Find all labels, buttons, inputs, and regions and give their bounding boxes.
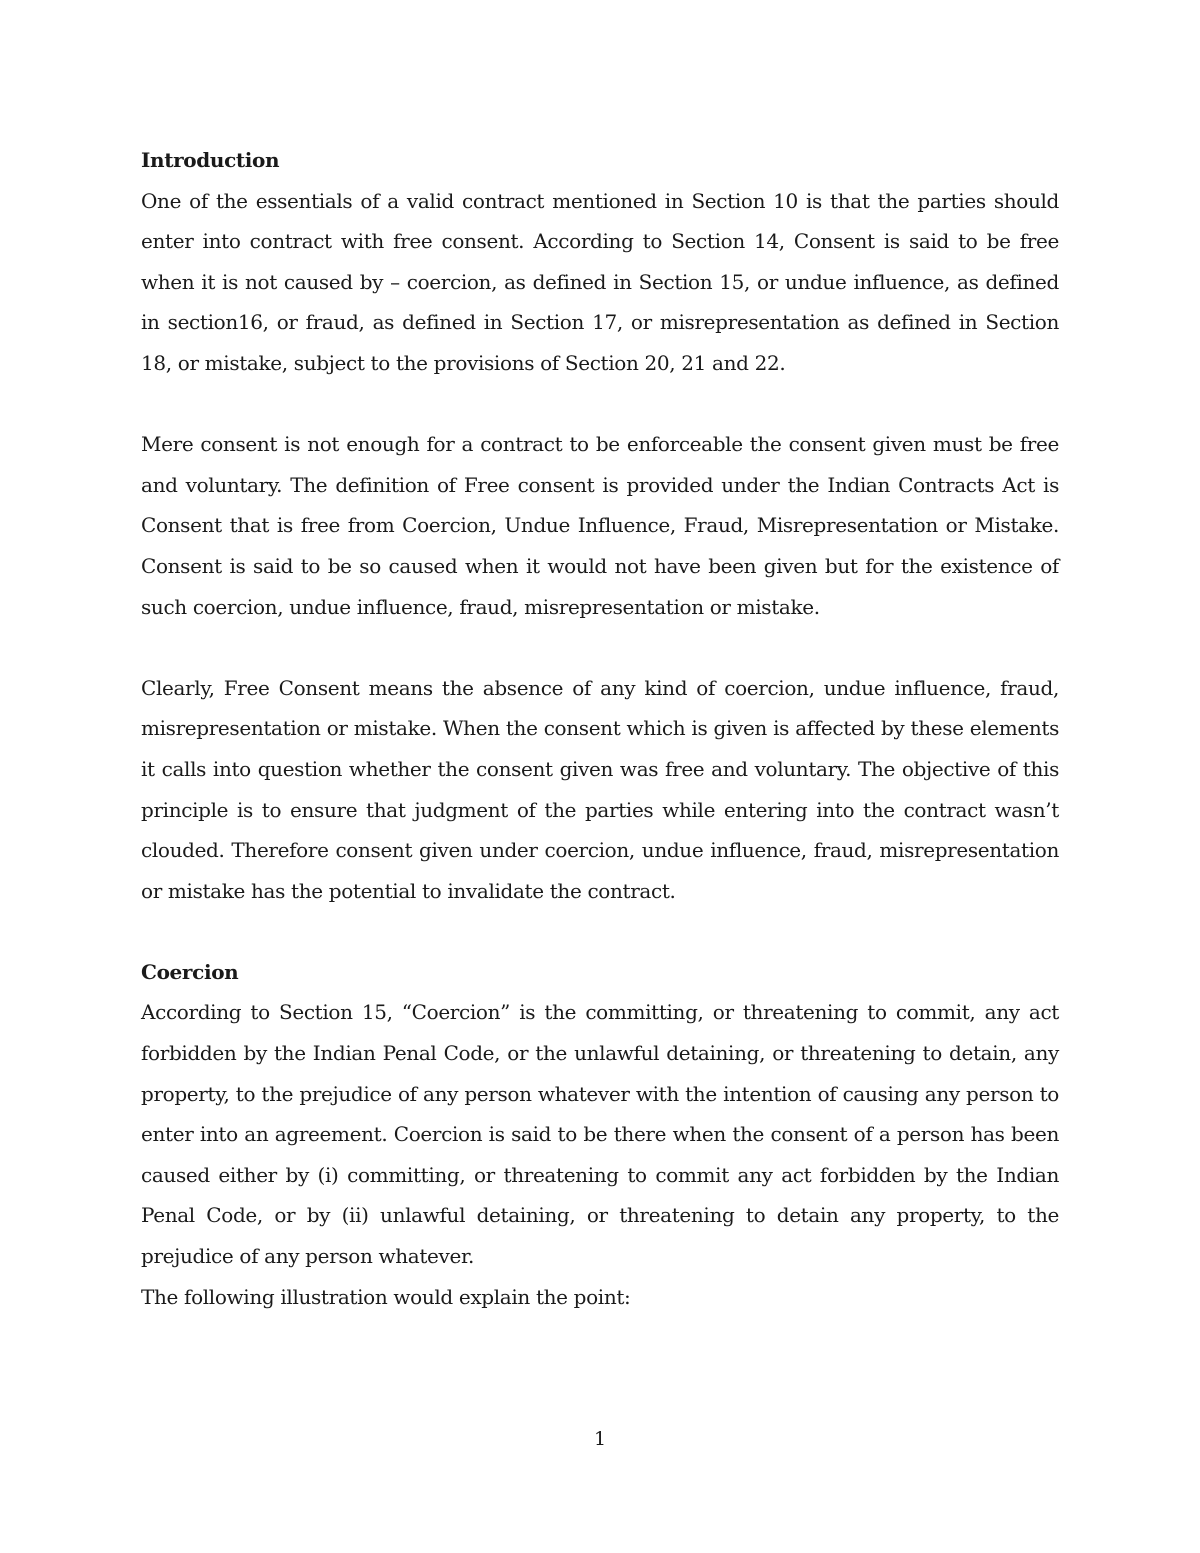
section-heading-coercion: Coercion <box>141 959 239 984</box>
paragraph-coercion-2: The following illustration would explain the point: <box>141 1284 631 1309</box>
paragraph-spacer <box>141 911 1059 952</box>
paragraph-intro-1: One of the essentials of a valid contract mentioned in Section 10 is that the parties should enter into contract with free consent. According to Section 14, Consent is said to be free when it is not caused by – coercion, as defined in Section 15, or undue influence, as defined in section16, or fraud, as defined in Section 17, or misrepresentation as defined in Section 18, or mistake, subject to the provisions of Section 20, 21 and 22. <box>141 188 1059 375</box>
paragraph-spacer <box>141 627 1059 668</box>
section-heading-introduction: Introduction <box>141 148 280 172</box>
paragraph-spacer <box>141 384 1059 425</box>
paragraph-intro-3: Clearly, Free Consent means the absence of any kind of coercion, undue influence, fraud, misrepresentation or mistake. When the consent which is given is affected by these elements it calls into question whether the consent given was free and voluntary. The objective of this principle is to ensure that judgment of the parties while entering into the contract wasn’t clouded. Therefore consent given under coercion, undue influence, fraud, misrepresentation or mistake has the potential to invalidate the contract. <box>141 675 1059 903</box>
page-number: 1 <box>593 1428 607 1450</box>
paragraph-coercion-1: According to Section 15, “Coercion” is the committing, or threatening to commit, any act forbidden by the Indian Penal Code, or the unlawful detaining, or threatening to detain, any property, to the prejudice of any person whatever with the intention of causing any person to enter into an agreement. Coercion is said to be there when the consent of a person has been caused either by (i) committing, or threatening to commit any act forbidden by the Indian Penal Code, or by (ii) unlawful detaining, or threatening to detain any property, to the prejudice of any person whatever. <box>141 1000 1059 1269</box>
document-page <box>141 140 1059 1317</box>
paragraph-intro-2: Mere consent is not enough for a contract to be enforceable the consent given must be free and voluntary. The definition of Free consent is provided under the Indian Contracts Act is Consent that is free from Coercion, Undue Influence, Fraud, Misrepresentation or Mistake. Consent is said to be so caused when it would not have been given but for the existence of such coercion, undue influence, fraud, misrepresentation or mistake. <box>141 432 1059 619</box>
